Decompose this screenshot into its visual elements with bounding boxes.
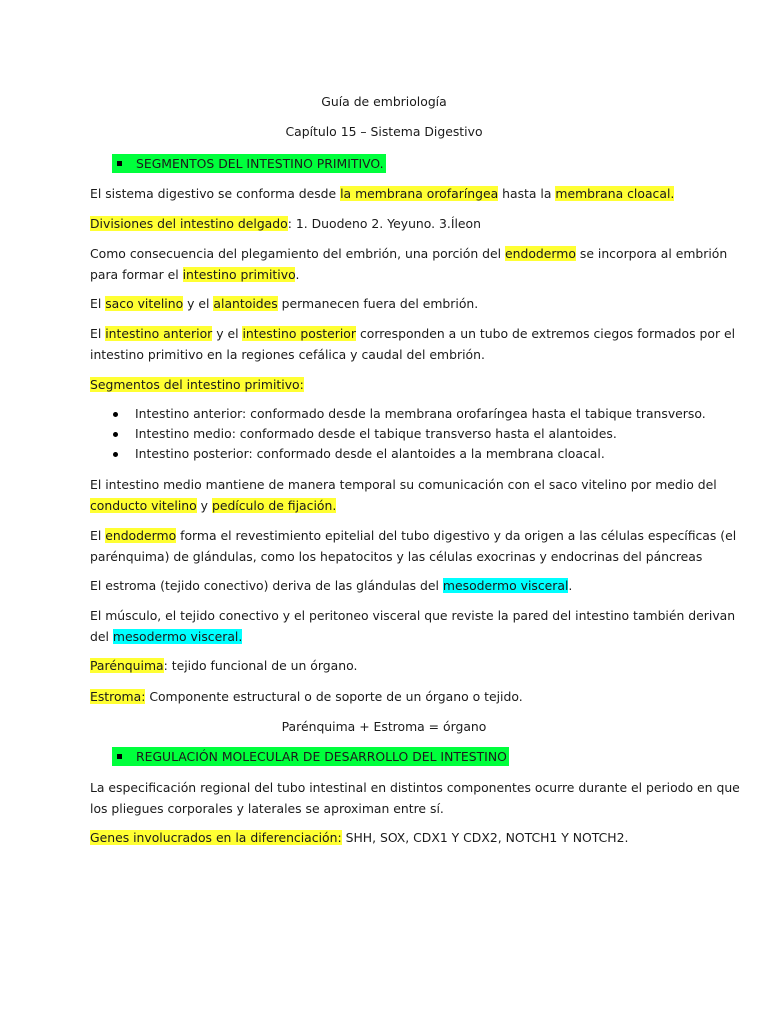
- highlight: Genes involucrados en la diferenciación:: [90, 830, 342, 845]
- paragraph-2: [90, 213, 682, 234]
- highlight: intestino posterior: [242, 326, 356, 341]
- text: Componente estructural o de soporte de un órgano o tejido.: [145, 689, 523, 704]
- line: [90, 495, 682, 516]
- highlight: alantoides: [213, 296, 278, 311]
- square-bullet-icon: [117, 161, 122, 166]
- paragraph-8: [90, 525, 737, 567]
- paragraph-1: [90, 183, 682, 204]
- text: El: [90, 528, 106, 543]
- paragraph-5: [90, 323, 736, 365]
- paragraph-13: [90, 777, 740, 819]
- square-bullet-icon: [117, 754, 122, 759]
- highlight: Divisiones del intestino delgado: [90, 216, 288, 231]
- text: .: [568, 578, 573, 593]
- text: se incorpora al embrión: [575, 246, 728, 261]
- highlight: membrana cloacal.: [555, 186, 675, 201]
- line: El músculo, el tejido conectivo y el peritoneo visceral que reviste la pared del intestino también derivan: [90, 608, 736, 623]
- line: parénquima) de glándulas, como los hepatocitos y las células exocrinas y endocrinas del páncreas: [90, 549, 703, 564]
- text: SHH, SOX, CDX1 Y CDX2, NOTCH1 Y NOTCH2.: [341, 830, 629, 845]
- highlight: Segmentos del intestino primitivo:: [90, 377, 304, 392]
- list-item-text: Intestino medio: conformado desde el tabique transverso hasta el alantoides.: [135, 426, 617, 441]
- text: El: [90, 296, 106, 311]
- paragraph-9: [90, 575, 682, 596]
- line: La especificación regional del tubo intestinal en distintos componentes ocurre durante el periodo en que: [90, 780, 740, 795]
- paragraph-11: [90, 655, 682, 676]
- line: intestino primitivo en la regiones cefálica y caudal del embrión.: [90, 347, 485, 362]
- highlight: intestino anterior: [105, 326, 213, 341]
- text: y el: [183, 296, 214, 311]
- document-title: Guía de embriología: [321, 94, 447, 109]
- line: [90, 323, 736, 344]
- bullet-dot-icon: [113, 432, 118, 437]
- paragraph-14: [90, 827, 682, 848]
- text: : tejido funcional de un órgano.: [163, 658, 358, 673]
- list-item: [110, 424, 710, 444]
- paragraph-7: [90, 474, 717, 516]
- line: [90, 243, 728, 264]
- paragraph-12: [90, 686, 682, 707]
- line: los pliegues corporales y laterales se aproximan entre sí.: [90, 801, 444, 816]
- text: y: [196, 498, 212, 513]
- text: : 1. Duodeno 2. Yeyuno. 3.Íleon: [287, 216, 481, 231]
- bullet-dot-icon: [113, 412, 118, 417]
- text: Como consecuencia del plegamiento del embrión, una porción del: [90, 246, 505, 261]
- chapter-subtitle: Capítulo 15 – Sistema Digestivo: [285, 124, 483, 139]
- text: y el: [212, 326, 243, 341]
- highlight: conducto vitelino: [90, 498, 197, 513]
- text: El: [90, 326, 106, 341]
- list-item-text: Intestino anterior: conformado desde la membrana orofaríngea hasta el tabique transverso.: [135, 406, 706, 421]
- text: para formar el: [90, 267, 183, 282]
- highlight: Estroma:: [90, 689, 146, 704]
- segment-list: [110, 404, 710, 464]
- list-item: [110, 444, 710, 464]
- highlight: endodermo: [504, 246, 576, 261]
- list-item: [110, 404, 710, 424]
- heading-text: REGULACIÓN MOLECULAR DE DESARROLLO DEL INTESTINO: [136, 749, 507, 764]
- text: hasta la: [498, 186, 556, 201]
- paragraph-10: [90, 605, 736, 647]
- heading-text: SEGMENTOS DEL INTESTINO PRIMITIVO.: [136, 156, 384, 171]
- text: El estroma (tejido conectivo) deriva de las glándulas del: [90, 578, 443, 593]
- line: [90, 626, 682, 647]
- list-item-text: Intestino posterior: conformado desde el alantoides a la membrana cloacal.: [135, 446, 605, 461]
- highlight: la membrana orofaríngea: [340, 186, 499, 201]
- highlight: Parénquima: [90, 658, 164, 673]
- section-heading-segments: [112, 154, 386, 173]
- text: El sistema digestivo se conforma desde: [90, 186, 341, 201]
- highlight: intestino primitivo: [182, 267, 296, 282]
- text: .: [295, 267, 300, 282]
- highlight: saco vitelino: [105, 296, 184, 311]
- bullet-dot-icon: [113, 452, 118, 457]
- paragraph-4: [90, 293, 682, 314]
- highlight: mesodermo visceral: [442, 578, 569, 593]
- section-heading-regulation: [112, 747, 509, 766]
- line: [90, 525, 737, 546]
- text: corresponden a un tubo de extremos ciegos formados por el: [356, 326, 736, 341]
- line: [90, 264, 682, 285]
- line: El intestino medio mantiene de manera temporal su comunicación con el saco vitelino por medio del: [90, 477, 717, 492]
- highlight: endodermo: [105, 528, 177, 543]
- paragraph-6: [90, 374, 682, 395]
- text: forma el revestimiento epitelial del tubo digestivo y da origen a las células específicas (el: [176, 528, 737, 543]
- highlight: pedículo de fijación.: [211, 498, 337, 513]
- paragraph-3: [90, 243, 728, 285]
- text: del: [90, 629, 113, 644]
- formula-line: Parénquima + Estroma = órgano: [281, 719, 487, 734]
- highlight: mesodermo visceral.: [112, 629, 243, 644]
- text: permanecen fuera del embrión.: [277, 296, 479, 311]
